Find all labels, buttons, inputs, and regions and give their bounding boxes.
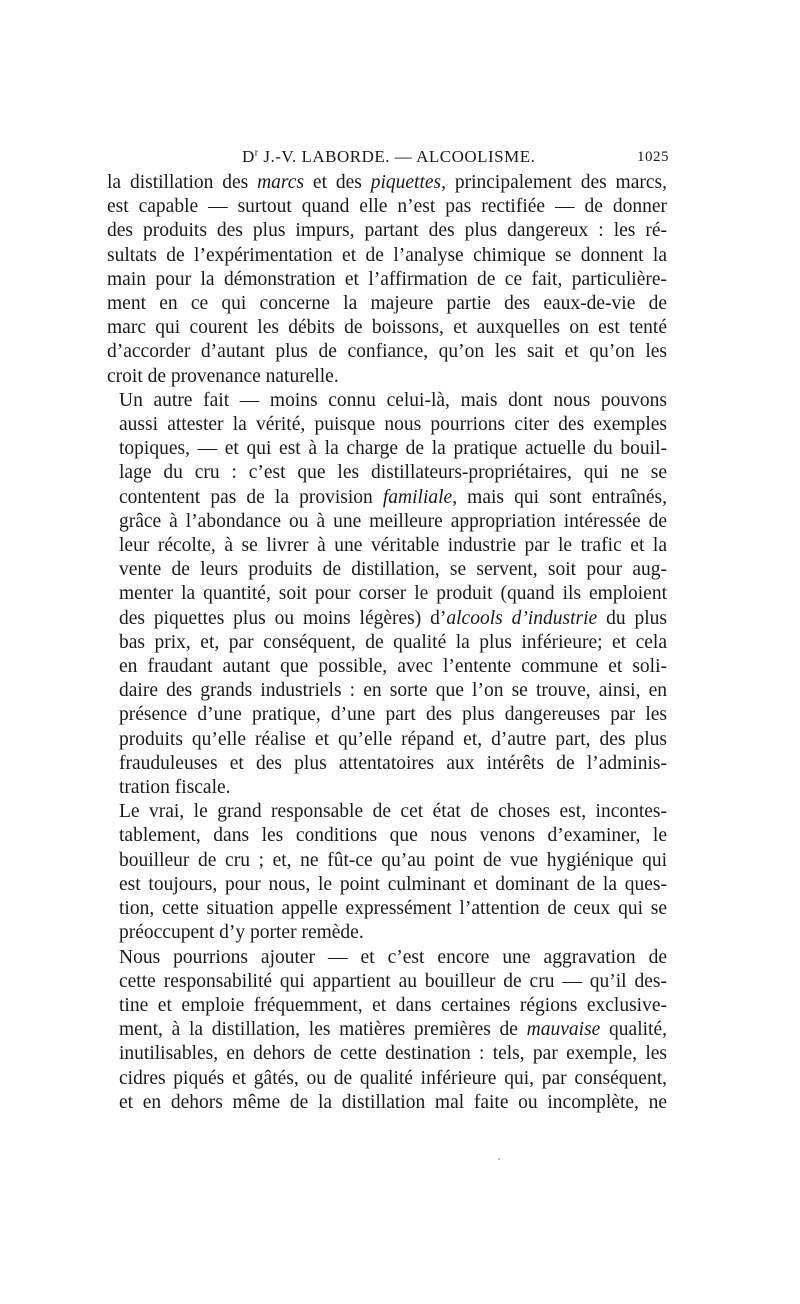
text-line: vente de leurs produits de distillation, se servent, soit pour aug- [119, 559, 667, 581]
text-line: tablement, dans les conditions que nous venons d’examiner, le [119, 825, 667, 847]
text-line: la distillation des marcs et des piquettes, principalement des marcs, [107, 172, 667, 193]
text-line: frauduleuses et des plus attentatoires aux intérêts de l’adminis- [119, 752, 667, 774]
text-line: est capable — surtout quand elle n’est pas rectifiée — de donner [107, 196, 667, 218]
text-line: en fraudant autant que possible, avec l’entente commune et soli- [119, 656, 667, 678]
text-line: d’accorder d’autant plus de confiance, qu’on les sait et qu’on les [107, 341, 667, 363]
page-number: 1025 [637, 149, 669, 165]
text-line: ment en ce qui concerne la majeure partie des eaux-de-vie de [107, 293, 667, 315]
italic-term: piquettes [370, 172, 442, 193]
italic-term: mauvaise [526, 1019, 601, 1041]
text-line: lage du cru : c’est que les distillateurs-propriétaires, qui ne se [119, 462, 667, 484]
text-line: Un autre fait — moins connu celui-là, mais dont nous pouvons [119, 389, 667, 411]
author-prefix: D [242, 147, 255, 166]
paragraph [107, 389, 667, 800]
text-line: contentent pas de la provision familiale, mais qui sont entraînés, [119, 486, 667, 508]
paragraph [107, 946, 667, 1115]
text-line: présence d’une pratique, d’une part des plus dangereuses par les [119, 704, 667, 726]
text-line: leur récolte, à se livrer à une véritable industrie par le trafic et la [119, 535, 667, 557]
running-title-text: J.-V. LABORDE. — ALCOOLISME. [258, 147, 536, 166]
text-line: tration fiscale. [119, 777, 231, 799]
text-line: daire des grands industriels : en sorte que l’on se trouve, ainsi, en [119, 680, 667, 702]
text-line: tion, cette situation appelle expressément l’attention de ceux qui se [119, 898, 667, 920]
italic-term: alcools d’industrie [446, 607, 598, 629]
text-line: tine et emploie fréquemment, et dans certaines régions exclusive- [119, 994, 667, 1016]
text-line: inutilisables, en dehors de cette destination : tels, par exemple, les [119, 1043, 667, 1065]
text-line: des produits des plus impurs, partant des plus dangereux : les ré- [107, 220, 667, 242]
running-title [242, 147, 535, 167]
italic-term: marcs [257, 172, 305, 193]
text-line: main pour la démonstration et l’affirmation de ce fait, particulière- [107, 268, 667, 290]
text-line: cette responsabilité qui appartient au bouilleur de cru — qu’il des- [119, 970, 667, 992]
text-line: topiques, — et qui est à la charge de la pratique actuelle du bouil- [119, 438, 667, 460]
text-line: ment, à la distillation, les matières premières de mauvaise qualité, [119, 1019, 667, 1041]
text-line: cidres piqués et gâtés, ou de qualité inférieure qui, par conséquent, [119, 1067, 667, 1089]
text-line: et en dehors même de la distillation mal faite ou incomplète, ne [119, 1091, 667, 1113]
text-line: est toujours, pour nous, le point culminant et dominant de la ques- [119, 873, 667, 895]
text-line: bas prix, et, par conséquent, de qualité la plus inférieure; et cela [119, 631, 667, 653]
text-line: sultats de l’expérimentation et de l’analyse chimique se donnent la [107, 244, 667, 266]
text-line: croit de provenance naturelle. [107, 365, 339, 387]
book-page [107, 143, 667, 1115]
italic-term: familiale [382, 486, 453, 508]
text-line: produits qu’elle réalise et qu’elle répand et, d’autre part, des plus [119, 728, 667, 750]
text-line: préoccupent d’y porter remède. [119, 922, 364, 944]
text-line: marc qui courent les débits de boissons, et auxquelles on est tenté [107, 317, 667, 339]
text-line: grâce à l’abondance ou à une meilleure appropriation intéressée de [119, 510, 667, 532]
text-line: menter la quantité, soit pour corser le produit (quand ils emploient [119, 583, 667, 605]
text-line: Nous pourrions ajouter — et c’est encore une aggravation de [119, 946, 667, 968]
text-line: Le vrai, le grand responsable de cet état de choses est, incontes- [119, 801, 667, 823]
paragraph [107, 800, 667, 945]
author-prefix-superscript: r [254, 147, 259, 159]
text-line: des piquettes plus ou moins légères) d’alcools d’industrie du plus [119, 607, 667, 629]
text-line: aussi attester la vérité, puisque nous pourrions citer des exemples [119, 414, 667, 436]
text-line: bouilleur de cru ; et, ne fût-ce qu’au point de vue hygiénique qui [119, 849, 667, 871]
body-text [107, 171, 667, 1115]
paragraph [107, 171, 667, 389]
running-header [107, 143, 667, 171]
paper-speck [498, 1158, 500, 1160]
